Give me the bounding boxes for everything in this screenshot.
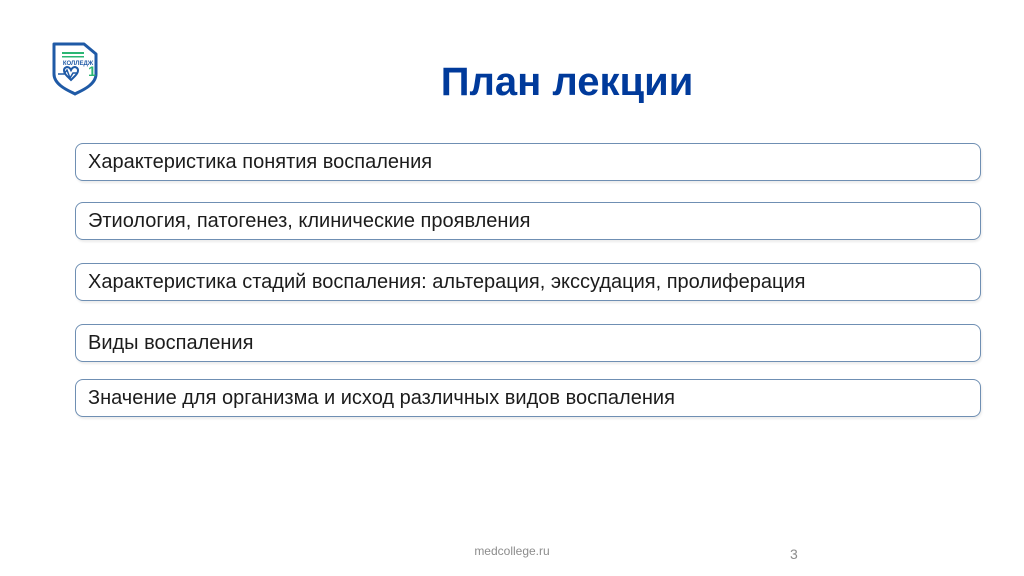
plan-item-4: Виды воспаления: [75, 324, 981, 362]
plan-item-5: Значение для организма и исход различных видов воспаления: [75, 379, 981, 417]
page-number: 3: [790, 546, 798, 562]
plan-item-2: Этиология, патогенез, клинические проявления: [75, 202, 981, 240]
slide-title: План лекции: [440, 60, 694, 104]
plan-item-3: Характеристика стадий воспаления: альтерация, экссудация, пролиферация: [75, 263, 981, 301]
footer-url: medcollege.ru: [474, 544, 550, 558]
logo-number: 1: [88, 63, 96, 79]
plan-item-1: Характеристика понятия воспаления: [75, 143, 981, 181]
logo-text: КОЛЛЕДЖ: [62, 61, 94, 67]
